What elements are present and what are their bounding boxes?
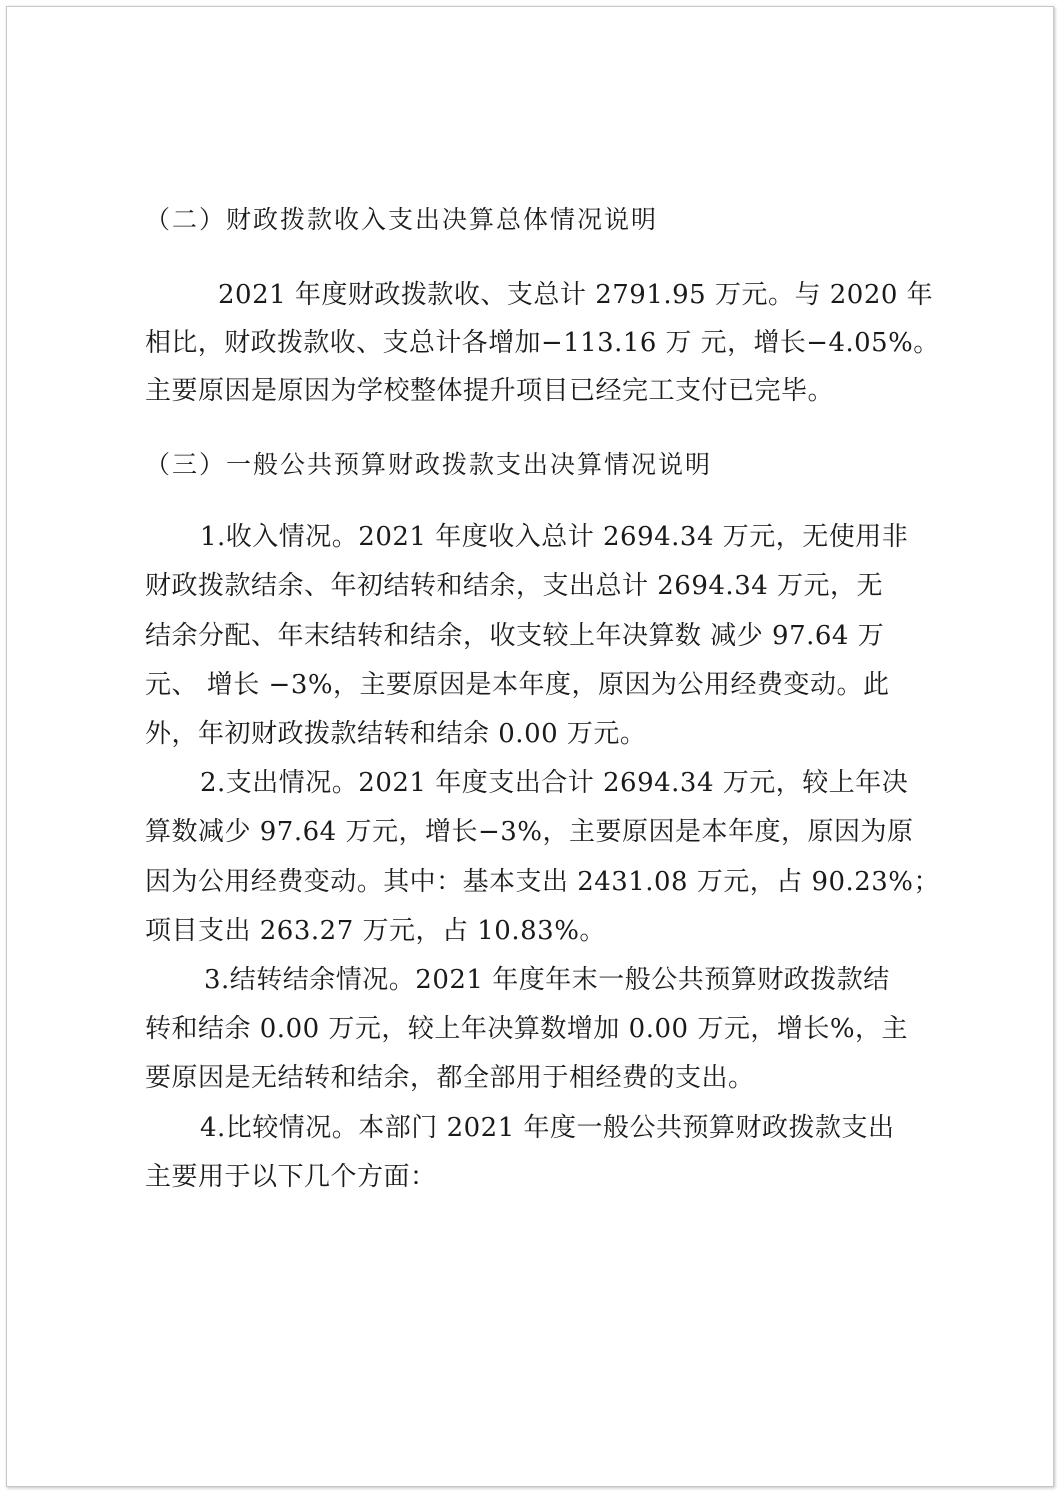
carryover-paragraph-line: 转和结余 0.00 万元，较上年决算数增加 0.00 万元，增长%，主 [145, 1014, 909, 1044]
section-2-paragraph-line: 主要原因是原因为学校整体提升项目已经完工支付已完毕。 [145, 376, 835, 406]
expense-paragraph-line: 因为公用经费变动。其中：基本支出 2431.08 万元，占 90.23%； [145, 867, 940, 897]
comparison-paragraph-line: 4.比较情况。本部门 2021 年度一般公共预算财政拨款支出 [200, 1113, 895, 1143]
expense-paragraph-line: 算数减少 97.64 万元，增长−3%，主要原因是本年度，原因为原 [145, 817, 914, 847]
section-3-heading: （三）一般公共预算财政拨款支出决算情况说明 [145, 450, 713, 479]
carryover-paragraph-line: 3.结转结余情况。2021 年度年末一般公共预算财政拨款结 [204, 965, 890, 995]
section-2-paragraph-line: 2021 年度财政拨款收、支总计 2791.95 万元。与 2020 年 [218, 280, 934, 310]
income-paragraph-line: 结余分配、年末结转和结余，收支较上年决算数 减少 97.64 万 [145, 621, 885, 651]
comparison-paragraph-line: 主要用于以下几个方面： [145, 1162, 437, 1192]
section-2-paragraph-line: 相比，财政拨款收、支总计各增加−113.16 万 元，增长−4.05%。 [145, 328, 940, 358]
income-paragraph-line: 1.收入情况。2021 年度收入总计 2694.34 万元，无使用非 [200, 522, 909, 552]
expense-paragraph-line: 2.支出情况。2021 年度支出合计 2694.34 万元，较上年决 [200, 768, 909, 798]
income-paragraph-line: 外，年初财政拨款结转和结余 0.00 万元。 [145, 719, 647, 749]
income-paragraph-line: 财政拨款结余、年初结转和结余，支出总计 2694.34 万元，无 [145, 571, 884, 601]
section-2-heading: （二）财政拨款收入支出决算总体情况说明 [145, 205, 659, 234]
income-paragraph-line: 元、 增长 −3%，主要原因是本年度，原因为公用经费变动。此 [145, 670, 890, 700]
carryover-paragraph-line: 要原因是无结转和结余，都全部用于相经费的支出。 [145, 1063, 755, 1093]
expense-paragraph-line: 项目支出 263.27 万元，占 10.83%。 [145, 916, 606, 946]
